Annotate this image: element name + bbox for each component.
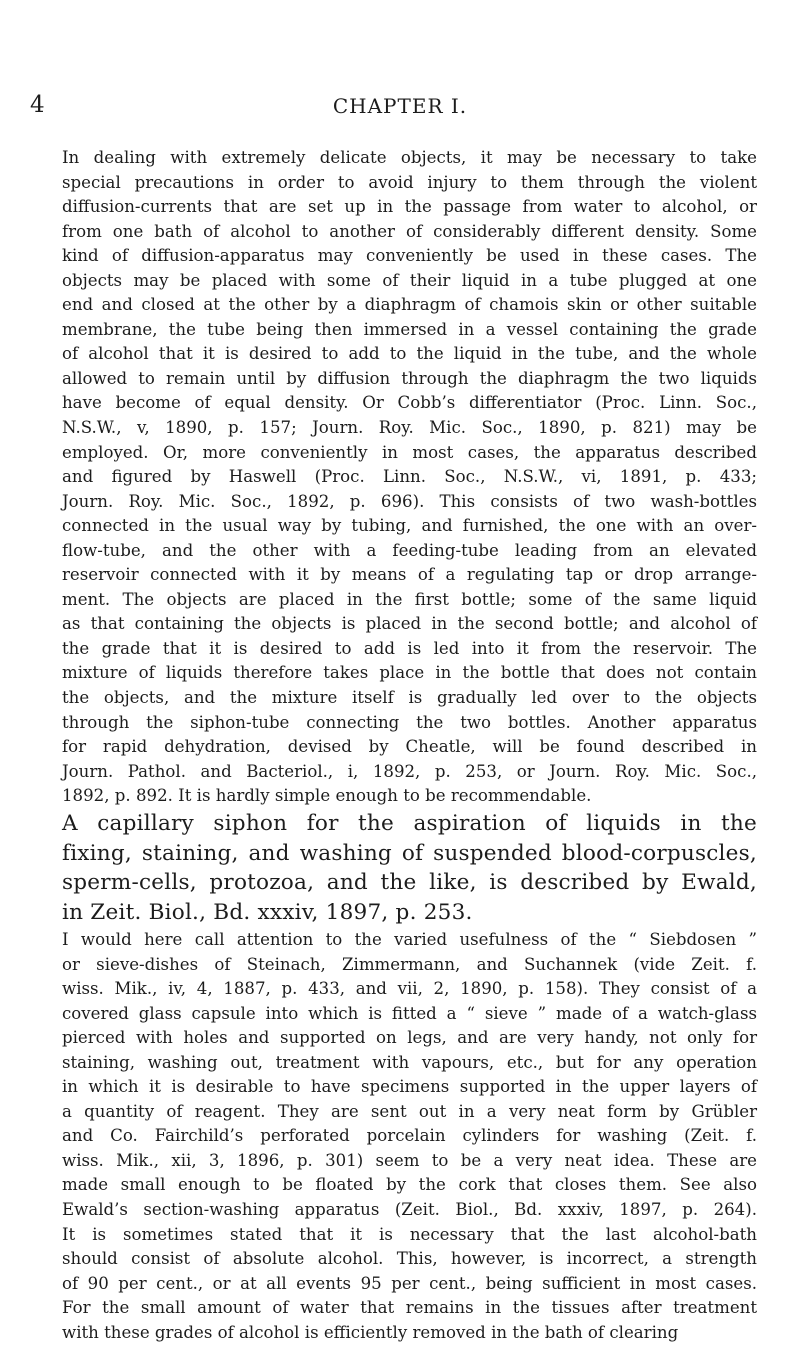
text-line: for rapid dehydration, devised by Cheatle, will be found described in xyxy=(62,737,757,757)
text-line: connected in the usual way by tubing, and furnished, the one with an over- xyxy=(62,516,757,536)
page-number: 4 xyxy=(30,92,45,118)
text-line: fixing, staining, and washing of suspended blood-corpuscles, xyxy=(62,840,757,866)
text-line: with these grades of alcohol is efficiently removed in the bath of clearing xyxy=(62,1322,679,1342)
text-line: reservoir connected with it by means of a regulating tap or drop arrange- xyxy=(62,565,757,585)
text-line: have become of equal density. Or Cobb’s differentiator (Proc. Linn. Soc., xyxy=(62,393,757,413)
page-header xyxy=(30,92,770,122)
text-line: or sieve-dishes of Steinach, Zimmermann, and Suchannek (vide Zeit. f. xyxy=(62,954,757,974)
text-line: in which it is desirable to have specimens supported in the upper layers of xyxy=(62,1077,757,1097)
text-line: and Co. Fairchild’s perforated porcelain cylinders for washing (Zeit. f. xyxy=(62,1126,757,1146)
text-line: of alcohol that it is desired to add to the liquid in the tube, and the whole xyxy=(62,344,757,364)
text-line: allowed to remain until by diffusion through the diaphragm the two liquids xyxy=(62,368,757,388)
text-line: I would here call attention to the varied usefulness of the “ Siebdosen ” xyxy=(62,929,757,949)
text-line: kind of diffusion-apparatus may conveniently be used in these cases. The xyxy=(62,246,757,266)
text-line: and figured by Haswell (Proc. Linn. Soc., N.S.W., vi, 1891, p. 433; xyxy=(62,467,757,487)
running-head: CHAPTER I. xyxy=(332,94,468,118)
text-line: N.S.W., v, 1890, p. 157; Journ. Roy. Mic. Soc., 1890, p. 821) may be xyxy=(62,418,757,438)
text-line: It is sometimes stated that it is necessary that the last alcohol-bath xyxy=(62,1224,757,1244)
text-line: Ewald’s section-washing apparatus (Zeit. Biol., Bd. xxxiv, 1897, p. 264). xyxy=(62,1199,757,1219)
text-line: from one bath of alcohol to another of considerably different density. Some xyxy=(62,221,757,241)
text-line: employed. Or, more conveniently in most cases, the apparatus described xyxy=(62,442,757,462)
text-line: ment. The objects are placed in the first bottle; some of the same liquid xyxy=(62,589,757,609)
text-line: the grade that it is desired to add is led into it from the reservoir. The xyxy=(62,638,757,658)
text-line: through the siphon-tube connecting the two bottles. Another apparatus xyxy=(62,712,757,732)
text-line: For the small amount of water that remains in the tissues after treatment xyxy=(62,1298,757,1318)
text-line: wiss. Mik., iv, 4, 1887, p. 433, and vii, 2, 1890, p. 158). They consist of a xyxy=(62,979,757,999)
text-line: In dealing with extremely delicate objects, it may be necessary to take xyxy=(62,148,757,167)
text-line: as that containing the objects is placed in the second bottle; and alcohol of xyxy=(62,614,757,634)
text-line: should consist of absolute alcohol. This, however, is incorrect, a strength xyxy=(62,1249,757,1269)
text-line: objects may be placed with some of their liquid in a tube plugged at one xyxy=(62,270,757,290)
text-line: of 90 per cent., or at all events 95 per cent., being sufficient in most cases. xyxy=(62,1273,757,1293)
text-line: made small enough to be floated by the cork that closes them. See also xyxy=(62,1175,757,1195)
text-line: wiss. Mik., xii, 3, 1896, p. 301) seem to be a very neat idea. These are xyxy=(62,1150,757,1170)
text-line: Journ. Pathol. and Bacteriol., i, 1892, p. 253, or Journ. Roy. Mic. Soc., xyxy=(62,761,757,781)
text-line: pierced with holes and supported on legs, and are very handy, not only for xyxy=(62,1028,757,1048)
text-line: end and closed at the other by a diaphragm of chamois skin or other suitable xyxy=(62,295,757,315)
text-line: sperm-cells, protozoa, and the like, is described by Ewald, xyxy=(62,870,757,896)
text-line: A capillary siphon for the aspiration of liquids in the xyxy=(62,810,757,836)
text-line: a quantity of reagent. They are sent out in a very neat form by Grübler xyxy=(62,1101,757,1121)
text-line: diffusion-currents that are set up in the passage from water to alcohol, or xyxy=(62,197,757,217)
text-line: staining, washing out, treatment with vapours, etc., but for any operation xyxy=(62,1052,757,1072)
text-line: mixture of liquids therefore takes place in the bottle that does not contain xyxy=(62,663,757,683)
text-line: membrane, the tube being then immersed in a vessel containing the grade xyxy=(62,319,757,339)
text-line: flow-tube, and the other with a feeding-tube leading from an elevated xyxy=(62,540,757,560)
text-line: covered glass capsule into which is fitted a “ sieve ” made of a watch-glass xyxy=(62,1003,757,1023)
text-line: 1892, p. 892. It is hardly simple enough to be recommendable. xyxy=(62,786,592,806)
text-line: the objects, and the mixture itself is gradually led over to the objects xyxy=(62,688,757,708)
text-line: special precautions in order to avoid injury to them through the violent xyxy=(62,172,757,192)
body-text xyxy=(62,146,757,1345)
text-line: Journ. Roy. Mic. Soc., 1892, p. 696). This consists of two wash-bottles xyxy=(62,491,757,511)
text-line: in Zeit. Biol., Bd. xxxiv, 1897, p. 253. xyxy=(62,900,473,926)
